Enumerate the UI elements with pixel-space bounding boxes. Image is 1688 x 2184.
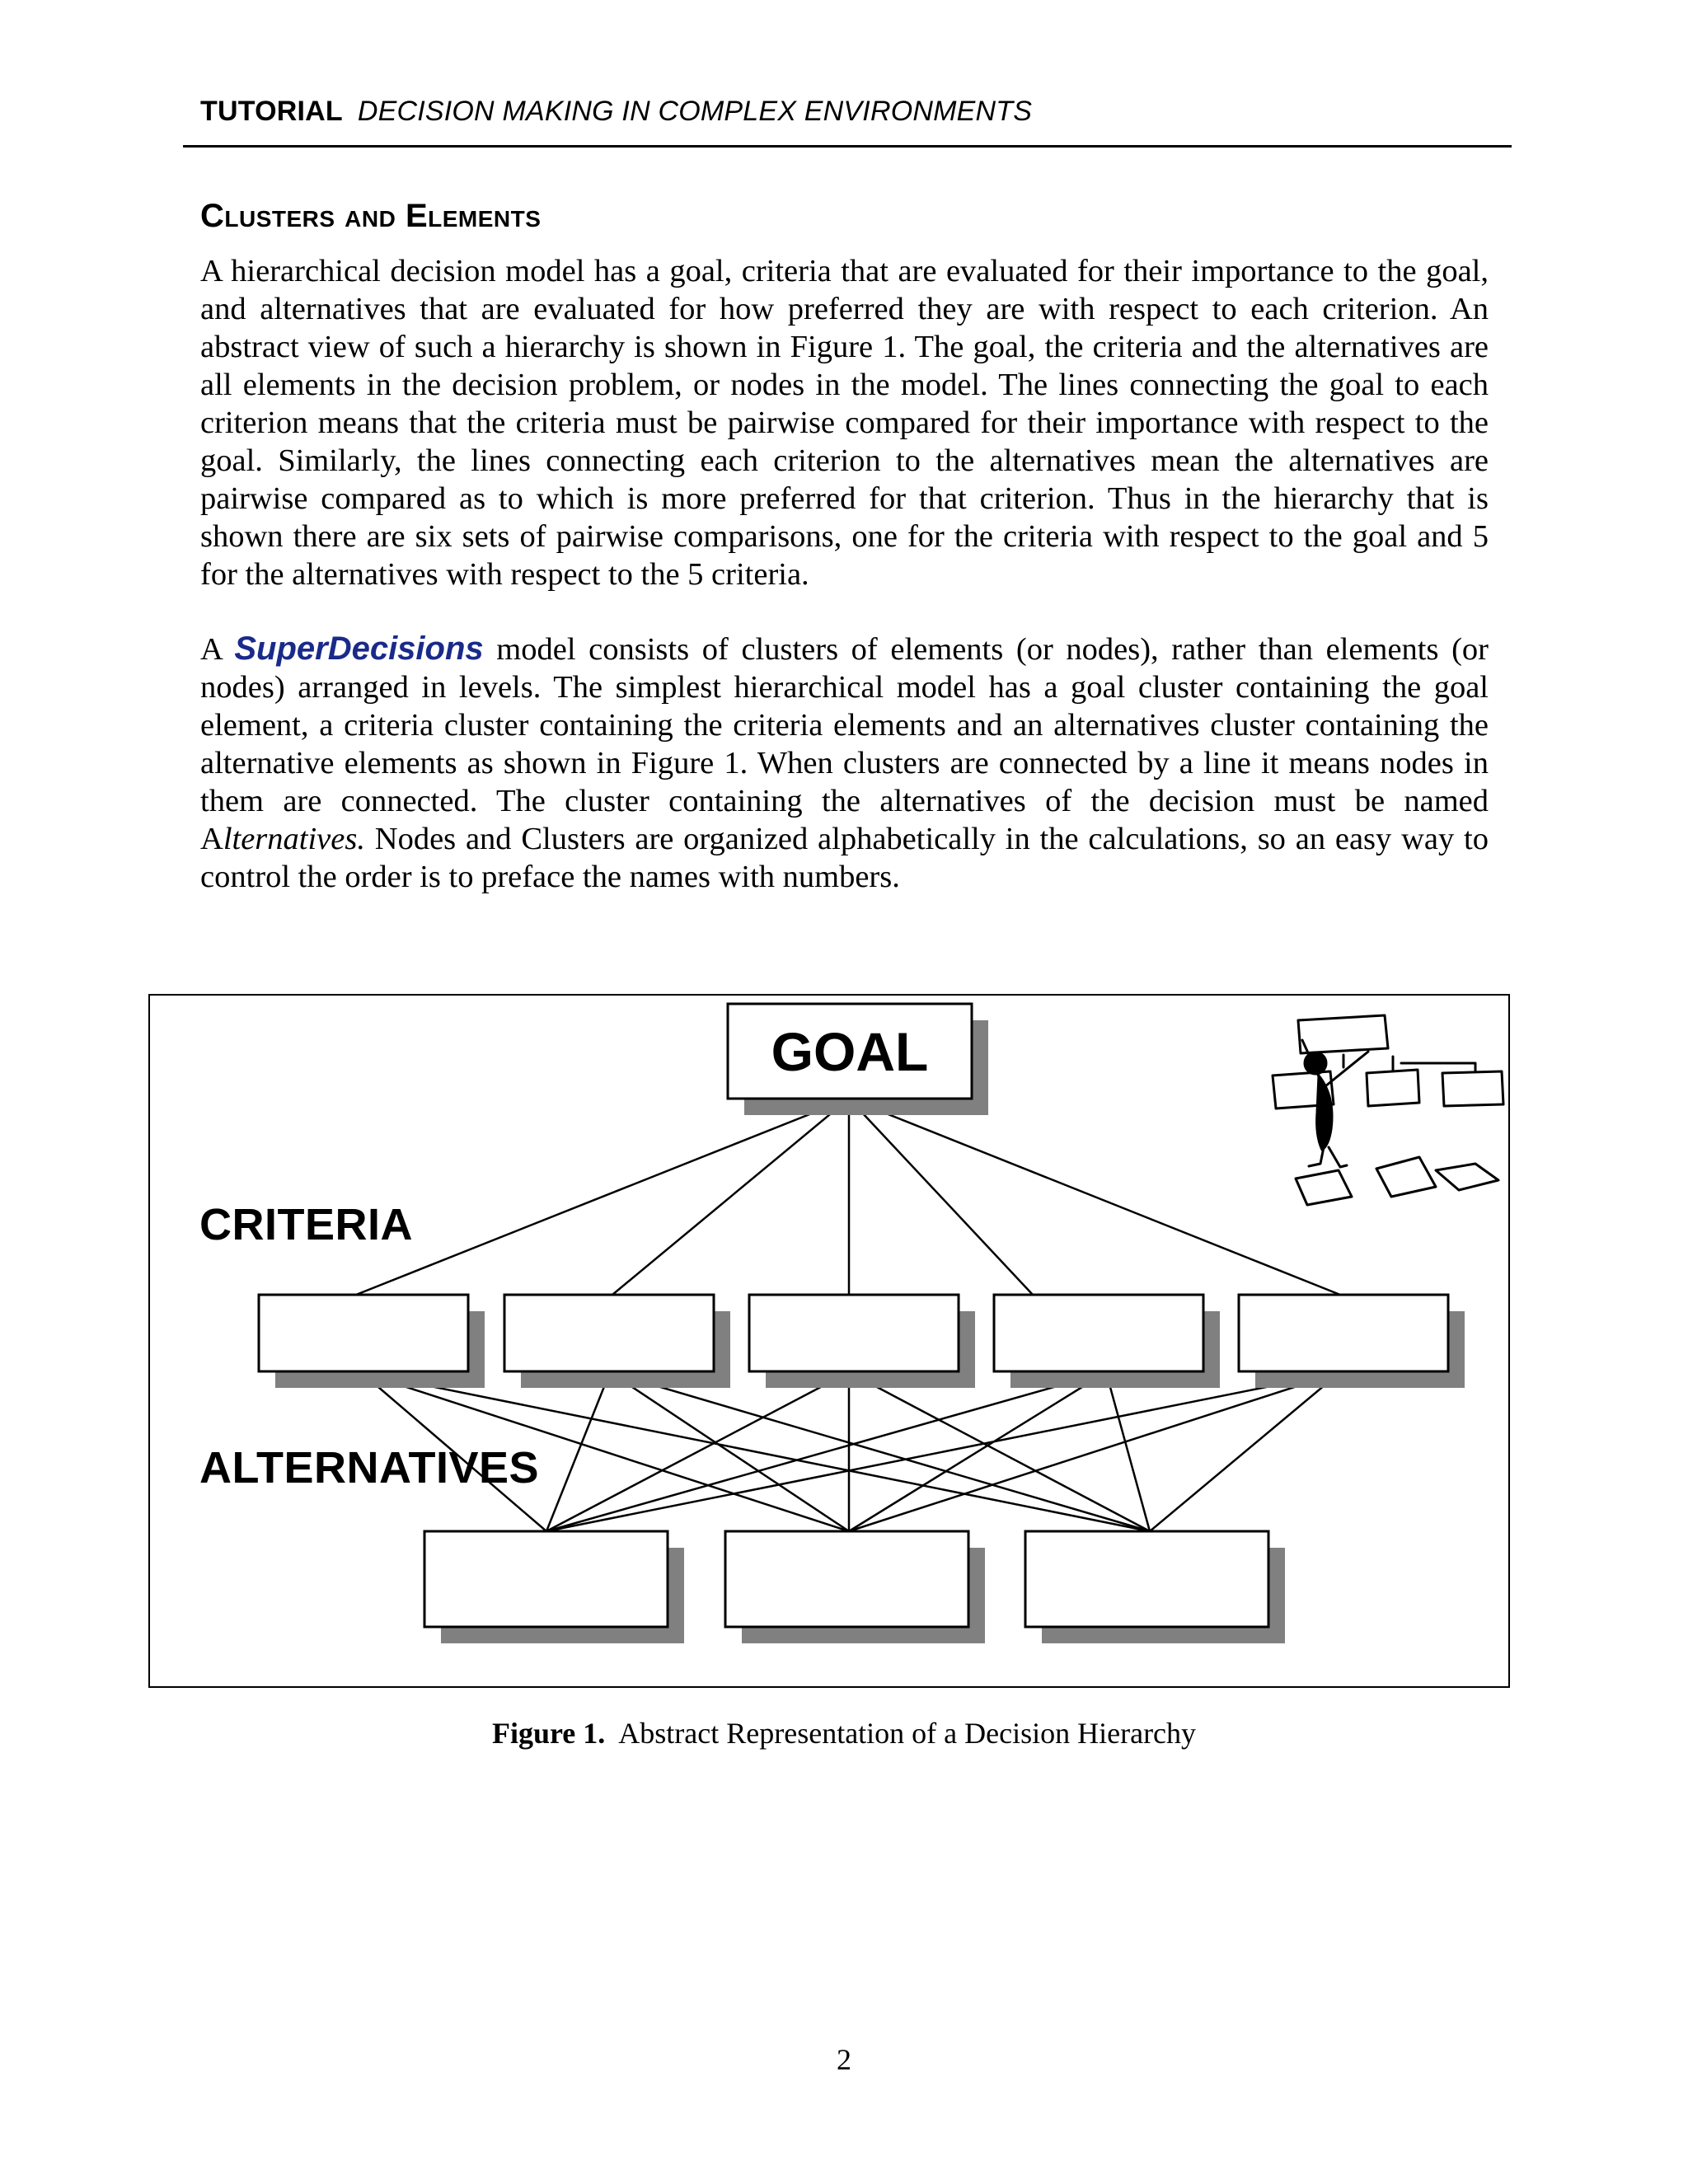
connector-c5-a2 <box>849 1372 1340 1531</box>
floor-sheet-3 <box>1436 1164 1498 1190</box>
wall-sheet-3 <box>1367 1070 1419 1106</box>
brand-name: SuperDecisions <box>234 630 484 667</box>
caption-text: Abstract Representation of a Decision Hierarchy <box>618 1717 1197 1750</box>
criterion-box-4 <box>994 1295 1203 1371</box>
connector-c3-a1 <box>546 1372 849 1531</box>
wall-links <box>1343 1055 1475 1071</box>
connector-c2-a1 <box>546 1372 610 1531</box>
wall-sheet-4 <box>1442 1071 1503 1106</box>
floor-sheet-2 <box>1376 1157 1436 1197</box>
p2-middle: model consists of clusters of elements (or nodes), rather than elements (or nodes) arranged in levels. The simplest hierarchical model has a goal cluster containing the goal element, a criteria cluster containing the criteria elements and an alternatives cluster containing the alternative elements as shown in Figure 1. When clusters are connected by a line it means nodes in them are connected. The cluster containing the alternatives of the decision must be named A <box>200 632 1489 856</box>
alternatives-label: ALTERNATIVES <box>199 1443 540 1493</box>
criterion-box-2 <box>504 1295 714 1371</box>
connector-goal-c5 <box>849 1099 1340 1295</box>
header-label: TUTORIAL <box>200 96 343 127</box>
person-arranging-papers-icon <box>1273 1015 1503 1205</box>
goal-label: GOAL <box>771 1020 929 1082</box>
goal-criteria-connectors <box>356 1099 1340 1295</box>
connector-goal-c1 <box>356 1099 849 1295</box>
criteria-label: CRITERIA <box>199 1200 413 1249</box>
connector-goal-c4 <box>849 1099 1033 1295</box>
p2-start: A <box>200 632 235 667</box>
connector-c2-a2 <box>610 1372 849 1531</box>
alternative-box-2 <box>725 1531 968 1627</box>
connector-c4-a1 <box>546 1372 1106 1531</box>
caption-number: Figure 1. <box>491 1717 606 1750</box>
connector-c3-a3 <box>849 1372 1150 1531</box>
p2-italic: lternatives. <box>223 822 365 856</box>
criterion-box-3 <box>749 1295 959 1371</box>
floor-sheet-1 <box>1296 1170 1352 1205</box>
alternative-box-1 <box>424 1531 668 1627</box>
page-number: 2 <box>837 2043 851 2076</box>
section-heading: Clusters and Elements <box>200 198 542 234</box>
connector-c4-a3 <box>1106 1372 1150 1531</box>
person-legs <box>1309 1147 1347 1167</box>
criterion-box-1 <box>259 1295 468 1371</box>
connector-c5-a3 <box>1150 1372 1340 1531</box>
wall-sheet-1 <box>1298 1015 1388 1053</box>
paragraph-hierarchy: A hierarchical decision model has a goal, criteria that are evaluated for their importance to the goal, and alternatives that are evaluated for how preferred they are with respect to each criterion. An abstract view of such a hierarchy is shown in Figure 1. The goal, the criteria and the alternatives are all elements in the decision problem, or nodes in the model. The lines connecting the goal to each criterion means that the criteria must be pairwise compared for their importance with respect to the goal. Similarly, the lines connecting each criterion to the alternatives mean the alternatives are pairwise compared as to which is more preferred for that criterion. Thus in the hierarchy that is shown there are six sets of pairwise comparisons, one for the criteria with respect to the goal and 5 for the alternatives with respect to the 5 criteria. <box>200 254 1489 592</box>
figure-caption <box>0 1716 1688 1750</box>
alternative-box-3 <box>1025 1531 1268 1627</box>
connector-goal-c2 <box>612 1099 849 1295</box>
connector-c5-a1 <box>546 1372 1340 1531</box>
p2-end: Nodes and Clusters are organized alphabetically in the calculations, so an easy way to control the order is to preface the names with numbers. <box>200 822 1489 894</box>
header-title: DECISION MAKING IN COMPLEX ENVIRONMENTS <box>357 96 1033 127</box>
alternative-nodes <box>424 1531 1285 1643</box>
criteria-nodes <box>259 1295 1465 1388</box>
criterion-box-5 <box>1239 1295 1448 1371</box>
